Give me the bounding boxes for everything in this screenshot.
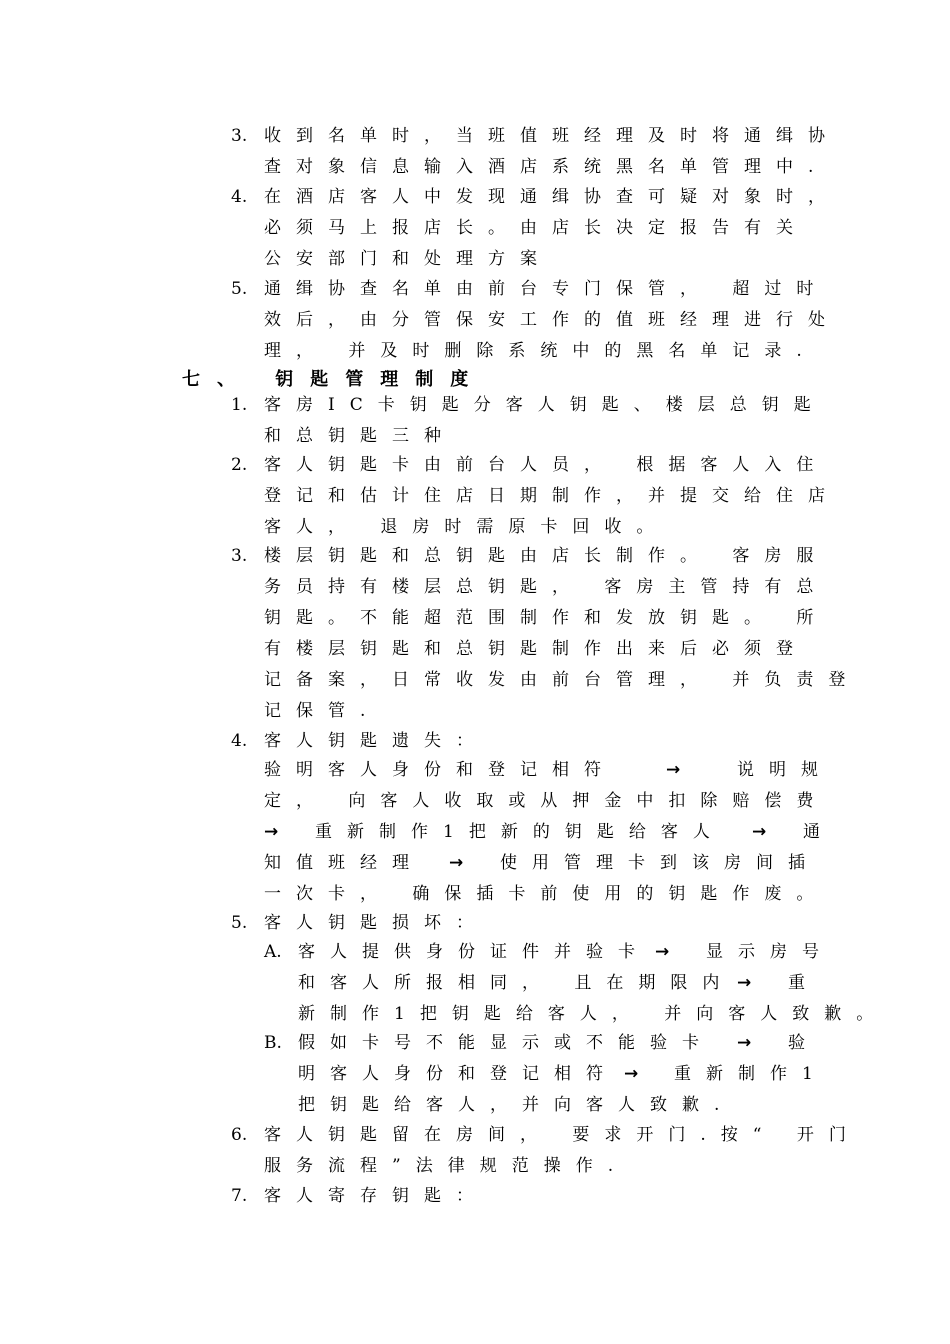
key-rule-4-cont — [0, 881, 950, 907]
item-text: 验明客人身份和登记相符 — [264, 760, 616, 780]
item-text: 假如卡号不能显示或不能验卡 — [298, 1033, 714, 1053]
item-number: 4. — [231, 187, 248, 207]
key-rule-3-cont — [0, 574, 950, 600]
item-number: 4. — [231, 731, 248, 751]
list-item-4-cont — [0, 215, 950, 241]
item-text: 效后，由分管保安工作的值班经理进行处 — [264, 310, 840, 330]
key-rule-5b-cont — [0, 1061, 950, 1087]
item-number: 5. — [231, 913, 248, 933]
item-number: 1. — [231, 395, 248, 415]
item-text: 在酒店客人中发现通缉协查可疑对象时， — [264, 187, 840, 207]
list-item-4 — [0, 184, 950, 210]
item-number: 5. — [231, 279, 248, 299]
item-text: 验 — [788, 1033, 820, 1053]
key-rule-2-cont — [0, 483, 950, 509]
heading-text: 七、 钥匙管理制度 — [182, 369, 486, 390]
item-title: 客人钥匙遗失： — [264, 731, 488, 751]
item-text: 钥匙。不能超范围制作和发放钥匙。 所 — [264, 608, 829, 628]
item-text: 有楼层钥匙和总钥匙制作出来后必须登 — [264, 639, 808, 659]
item-number: 3. — [231, 126, 248, 146]
item-text: 说明规 — [737, 760, 833, 780]
item-text: 明客人身份和登记相符 — [298, 1064, 618, 1084]
item-text: 客人， 退房时需原卡回收。 — [264, 517, 669, 537]
item-number: 2. — [231, 455, 248, 475]
arrow-right-icon: → — [449, 853, 464, 873]
key-rule-5a-cont — [0, 1001, 950, 1027]
item-text: 重新制作1 — [674, 1064, 828, 1084]
item-text: 服务流程”法律规范操作. — [264, 1156, 629, 1176]
key-rule-6-cont — [0, 1153, 950, 1179]
item-text: 新制作1把钥匙给客人， 并向客人致歉。 — [298, 1004, 889, 1024]
item-text: 理， 并及时删除系统中的黑名单记录. — [264, 341, 817, 361]
key-rule-4-cont — [0, 819, 950, 845]
key-rule-5a — [0, 939, 950, 965]
item-text: 楼层钥匙和总钥匙由店长制作。 客房服 — [264, 546, 829, 566]
list-item-4-cont — [0, 246, 950, 272]
key-rule-4 — [0, 728, 950, 754]
item-text: 重 — [788, 973, 820, 993]
key-rule-2-cont — [0, 514, 950, 540]
arrow-right-icon: → — [752, 822, 767, 842]
item-text: 定， 向客人收取或从押金中扣除赔偿费 — [264, 791, 829, 811]
item-text: 使用管理卡到该房间插 — [500, 853, 820, 873]
list-item-3-cont — [0, 154, 950, 180]
item-text: 重新制作1把新的钥匙给客人 — [315, 822, 725, 842]
item-text: 查对象信息输入酒店系统黑名单管理中. — [264, 157, 829, 177]
list-item-5 — [0, 276, 950, 302]
list-item-5-cont — [0, 307, 950, 333]
item-text: 和总钥匙三种 — [264, 426, 456, 446]
key-rule-3-cont — [0, 698, 950, 724]
item-text: 登记和估计住店日期制作，并提交给住店 — [264, 486, 840, 506]
arrow-right-icon: → — [655, 942, 670, 962]
arrow-right-icon: → — [737, 973, 752, 993]
sub-item-label: A. — [264, 942, 282, 962]
key-rule-3-cont — [0, 636, 950, 662]
item-text: 通 — [803, 822, 835, 842]
item-text: 客房IC卡钥匙分客人钥匙、楼层总钥匙 — [264, 395, 826, 415]
key-rule-5a-cont — [0, 970, 950, 996]
key-rule-5b-cont — [0, 1092, 950, 1118]
key-rule-3-cont — [0, 667, 950, 693]
key-rule-4-cont — [0, 850, 950, 876]
item-text: 知值班经理 — [264, 853, 424, 873]
item-text: 记保管. — [264, 701, 381, 721]
item-title: 客人钥匙损坏： — [264, 913, 488, 933]
item-text: 必须马上报店长。由店长决定报告有关 — [264, 218, 808, 238]
item-text: 记备案，日常收发由前台管理， 并负责登 — [264, 670, 861, 690]
item-text: 客人钥匙卡由前台人员， 根据客人入住 — [264, 455, 829, 475]
item-text: 客人钥匙留在房间， 要求开门.按“ 开门 — [264, 1125, 861, 1145]
list-item-5-cont — [0, 338, 950, 364]
key-rule-3-cont — [0, 605, 950, 631]
key-rule-6 — [0, 1122, 950, 1148]
item-text: 收到名单时，当班值班经理及时将通缉协 — [264, 126, 840, 146]
item-text: 公安部门和处理方案 — [264, 249, 552, 269]
key-rule-4-cont — [0, 788, 950, 814]
arrow-right-icon: → — [624, 1064, 639, 1084]
item-text: 把钥匙给客人，并向客人致歉. — [298, 1095, 735, 1115]
arrow-right-icon: → — [666, 760, 681, 780]
key-rule-5b — [0, 1030, 950, 1056]
key-rule-7 — [0, 1183, 950, 1209]
key-rule-4-cont — [0, 757, 950, 783]
item-text: 务员持有楼层总钥匙， 客房主管持有总 — [264, 577, 829, 597]
item-number: 6. — [231, 1125, 248, 1145]
item-number: 7. — [231, 1186, 248, 1206]
arrow-right-icon: → — [737, 1033, 752, 1053]
list-item-3 — [0, 123, 950, 149]
item-text: 一次卡， 确保插卡前使用的钥匙作废。 — [264, 884, 829, 904]
arrow-right-icon: → — [264, 822, 279, 842]
key-rule-1-cont — [0, 423, 950, 449]
key-rule-3 — [0, 543, 950, 569]
key-rule-2 — [0, 452, 950, 478]
item-text: 通缉协查名单由前台专门保管， 超过时 — [264, 279, 829, 299]
sub-item-label: B. — [264, 1033, 282, 1053]
item-text: 显示房号 — [706, 942, 834, 962]
key-rule-1 — [0, 392, 950, 418]
item-text: 和客人所报相同， 且在期限内 — [298, 973, 735, 993]
item-text: 客人寄存钥匙： — [264, 1186, 488, 1206]
item-number: 3. — [231, 546, 248, 566]
item-text: 客人提供身份证件并验卡 — [298, 942, 650, 962]
section-heading — [0, 367, 950, 393]
key-rule-5 — [0, 910, 950, 936]
